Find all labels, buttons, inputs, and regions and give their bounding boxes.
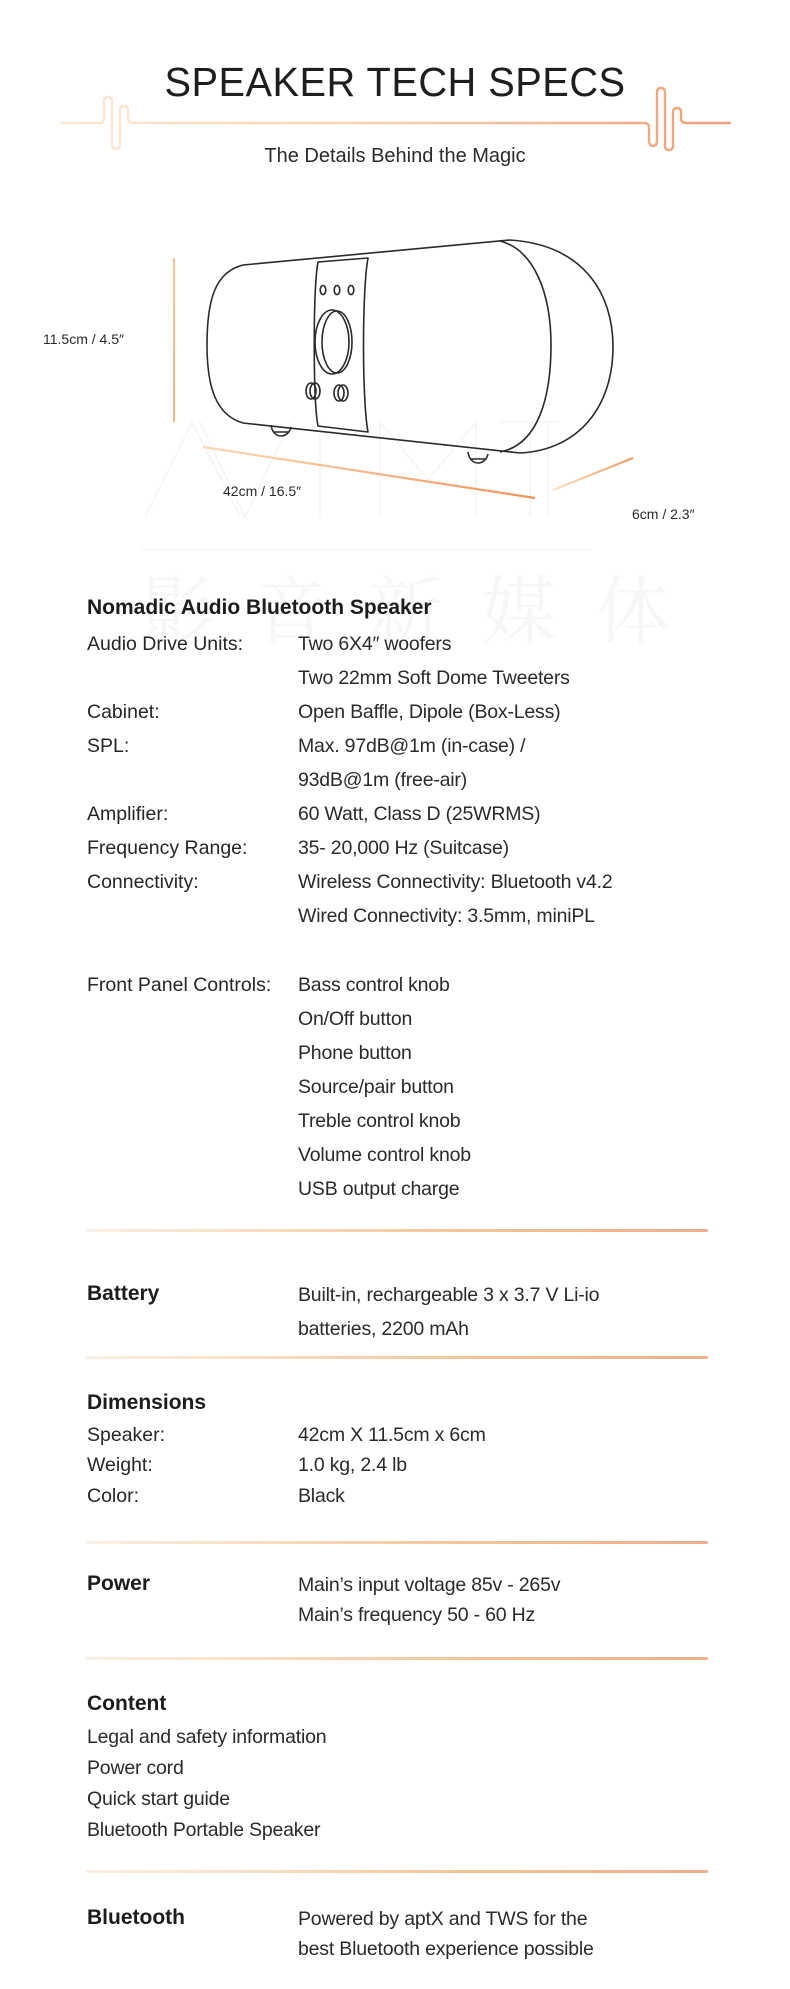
spec-label: Cabinet: bbox=[87, 701, 160, 723]
spec-value: Bass control knob bbox=[298, 974, 450, 996]
power-heading: Power bbox=[87, 1572, 151, 1595]
spec-value: Two 6X4″ woofers bbox=[298, 633, 452, 655]
page-title: SPEAKER TECH SPECS bbox=[164, 59, 626, 105]
dimension-value: 42cm X 11.5cm x 6cm bbox=[298, 1424, 486, 1446]
spec-value: Wireless Connectivity: Bluetooth v4.2 bbox=[298, 871, 613, 893]
content-heading: Content bbox=[87, 1692, 167, 1715]
spec-value: Phone button bbox=[298, 1042, 412, 1064]
spec-label: Connectivity: bbox=[87, 871, 199, 893]
spec-value: Wired Connectivity: 3.5mm, miniPL bbox=[298, 905, 595, 927]
battery-value: Built-in, rechargeable 3 x 3.7 V Li-io bbox=[298, 1284, 600, 1306]
section-divider bbox=[86, 1356, 708, 1359]
spec-label: Frequency Range: bbox=[87, 837, 248, 859]
power-value: Main’s frequency 50 - 60 Hz bbox=[298, 1604, 536, 1626]
spec-value: Source/pair button bbox=[298, 1076, 454, 1098]
width-dimension-label: 42cm / 16.5″ bbox=[223, 483, 302, 499]
spec-label: Front Panel Controls: bbox=[87, 974, 272, 996]
content-item: Quick start guide bbox=[87, 1788, 230, 1810]
power-value: Main’s input voltage 85v - 265v bbox=[298, 1574, 561, 1596]
battery-value: batteries, 2200 mAh bbox=[298, 1318, 469, 1340]
bluetooth-value: Powered by aptX and TWS for the bbox=[298, 1908, 588, 1930]
dimension-value: 1.0 kg, 2.4 lb bbox=[298, 1454, 407, 1476]
dimension-value: Black bbox=[298, 1485, 345, 1507]
section-divider bbox=[86, 1541, 708, 1544]
dimension-label: Color: bbox=[87, 1485, 140, 1507]
depth-dimension-line bbox=[553, 458, 633, 490]
bluetooth-value: best Bluetooth experience possible bbox=[298, 1938, 594, 1960]
depth-dimension-label: 6cm / 2.3″ bbox=[632, 506, 695, 522]
spec-value: 60 Watt, Class D (25WRMS) bbox=[298, 803, 541, 825]
section-divider bbox=[86, 1870, 708, 1873]
spec-value: Volume control knob bbox=[298, 1144, 471, 1166]
indicator-button-icon bbox=[334, 286, 340, 295]
dimension-label: Speaker: bbox=[87, 1424, 166, 1446]
bluetooth-heading: Bluetooth bbox=[87, 1906, 185, 1929]
spec-value: 35- 20,000 Hz (Suitcase) bbox=[298, 837, 509, 859]
indicator-button-icon bbox=[348, 286, 354, 295]
spec-value: Treble control knob bbox=[298, 1110, 461, 1132]
section-divider bbox=[86, 1657, 708, 1660]
page-subtitle: The Details Behind the Magic bbox=[264, 145, 526, 167]
section-divider bbox=[86, 1229, 708, 1232]
spec-label: SPL: bbox=[87, 735, 130, 757]
speaker-end-cap bbox=[500, 241, 551, 452]
content-item: Bluetooth Portable Speaker bbox=[87, 1819, 321, 1841]
speaker-foot-icon bbox=[468, 452, 488, 463]
spec-value: Open Baffle, Dipole (Box-Less) bbox=[298, 701, 561, 723]
height-dimension-label: 11.5cm / 4.5″ bbox=[43, 331, 124, 347]
spec-value: Max. 97dB@1m (in-case) / bbox=[298, 735, 526, 757]
spec-value: USB output charge bbox=[298, 1178, 460, 1200]
volume-knob-icon bbox=[315, 310, 349, 374]
spec-label: Audio Drive Units: bbox=[87, 633, 244, 655]
spec-value: 93dB@1m (free-air) bbox=[298, 769, 467, 791]
spec-value: Two 22mm Soft Dome Tweeters bbox=[298, 667, 570, 689]
product-heading: Nomadic Audio Bluetooth Speaker bbox=[87, 596, 432, 619]
speaker-body-outline bbox=[207, 240, 613, 453]
indicator-button-icon bbox=[320, 286, 326, 295]
spec-label: Amplifier: bbox=[87, 803, 169, 825]
speaker-diagram bbox=[0, 0, 790, 540]
dimension-label: Weight: bbox=[87, 1454, 153, 1476]
dimensions-heading: Dimensions bbox=[87, 1391, 207, 1414]
content-item: Power cord bbox=[87, 1757, 184, 1779]
content-item: Legal and safety information bbox=[87, 1726, 327, 1748]
battery-heading: Battery bbox=[87, 1282, 160, 1305]
spec-value: On/Off button bbox=[298, 1008, 413, 1030]
